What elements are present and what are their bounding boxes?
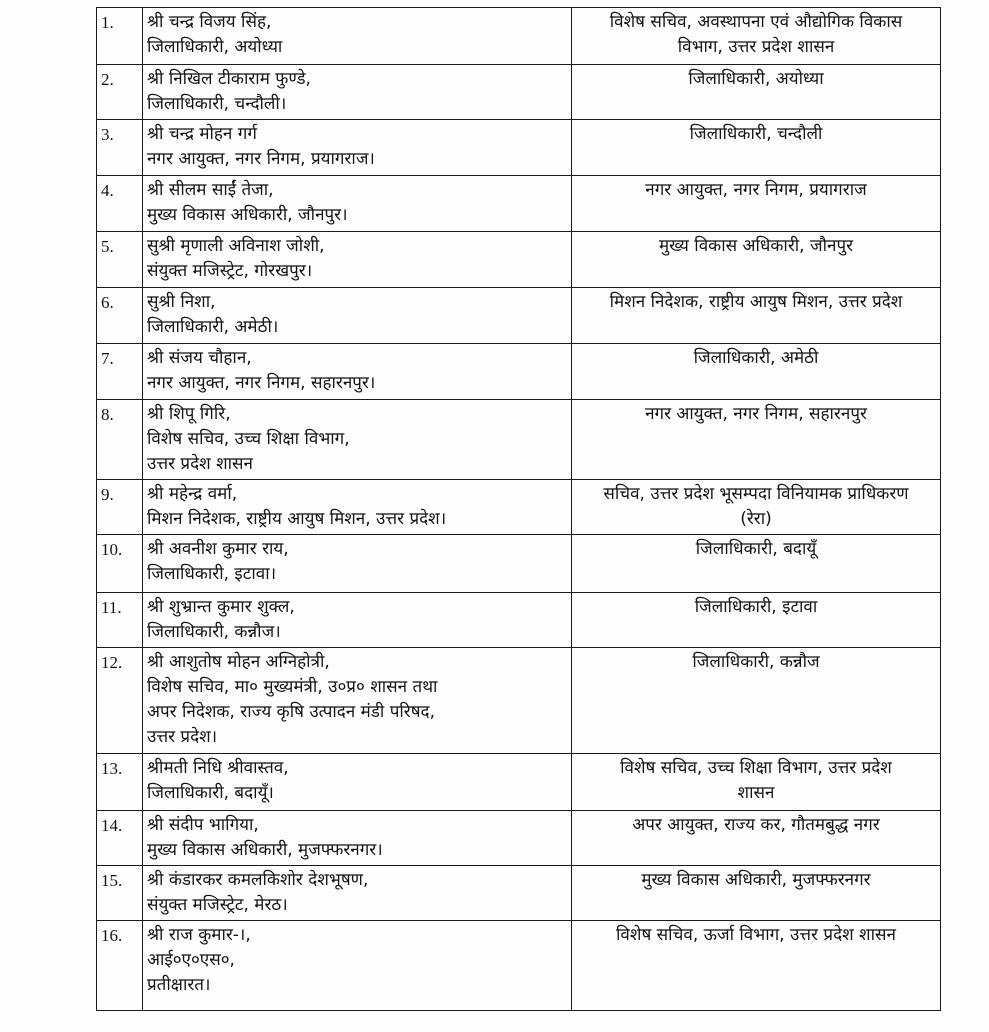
- officer-current-posting: [143, 648, 572, 754]
- new-posting: [572, 400, 941, 480]
- new-posting-text-line: सचिव, उत्तर प्रदेश भूसम्पदा विनियामक प्राधिकरण: [603, 484, 909, 504]
- serial-number: 10.: [97, 535, 143, 593]
- new-posting: [572, 535, 941, 593]
- table-row: [97, 65, 941, 120]
- officer-text-line: श्री राज कुमार-।,: [147, 925, 251, 945]
- serial-number: 11.: [97, 593, 143, 648]
- officer-text-line: नगर आयुक्त, नगर निगम, प्रयागराज।: [147, 149, 375, 169]
- officer-text-line: जिलाधिकारी, बदायूँ।: [147, 783, 274, 803]
- table-row: [97, 648, 941, 754]
- serial-number: 14.: [97, 811, 143, 866]
- officer-current-posting: [143, 593, 572, 648]
- new-posting: [572, 232, 941, 288]
- new-posting-text-line: मिशन निदेशक, राष्ट्रीय आयुष मिशन, उत्तर प्रदेश: [609, 292, 903, 312]
- officer-text-line: श्री चन्द्र मोहन गर्ग: [147, 124, 257, 144]
- new-posting: [572, 120, 941, 176]
- table-row: [97, 811, 941, 866]
- new-posting-text-line: विशेष सचिव, अवस्थापना एवं औद्योगिक विकास: [609, 12, 903, 32]
- officer-text-line: श्री सीलम साईं तेजा,: [147, 180, 274, 200]
- new-posting: [572, 480, 941, 535]
- new-posting-text-line: (रेरा): [740, 509, 772, 529]
- officer-current-posting: [143, 232, 572, 288]
- table-row: [97, 232, 941, 288]
- table-row: [97, 400, 941, 480]
- officer-text-line: श्री अवनीश कुमार राय,: [147, 539, 289, 559]
- officer-text-line: सुश्री मृणाली अविनाश जोशी,: [147, 236, 325, 256]
- officer-text-line: जिलाधिकारी, कन्नौज।: [147, 622, 281, 642]
- officer-text-line: आई०ए०एस०,: [147, 950, 235, 970]
- officer-current-posting: [143, 400, 572, 480]
- new-posting-text-line: नगर आयुक्त, नगर निगम, सहारनपुर: [645, 404, 867, 424]
- serial-number: 4.: [97, 176, 143, 232]
- new-posting-text-line: नगर आयुक्त, नगर निगम, प्रयागराज: [645, 180, 867, 200]
- new-posting-text-line: विशेष सचिव, उच्च शिक्षा विभाग, उत्तर प्रदेश: [620, 758, 892, 778]
- table-row: [97, 288, 941, 344]
- serial-number: 9.: [97, 480, 143, 535]
- new-posting-text-line: मुख्य विकास अधिकारी, मुजफ्फरनगर: [641, 870, 871, 890]
- transfer-list-body: [97, 8, 941, 1011]
- transfer-list-table: [96, 7, 941, 1011]
- table-row: [97, 866, 941, 921]
- table-row: [97, 176, 941, 232]
- officer-text-line: श्री शिपू गिरि,: [147, 404, 231, 424]
- new-posting-text-line: विशेष सचिव, ऊर्जा विभाग, उत्तर प्रदेश शासन: [616, 925, 896, 945]
- serial-number: 12.: [97, 648, 143, 754]
- table-row: [97, 535, 941, 593]
- officer-text-line: श्री महेन्द्र वर्मा,: [147, 484, 238, 504]
- officer-current-posting: [143, 288, 572, 344]
- table-row: [97, 754, 941, 811]
- new-posting: [572, 65, 941, 120]
- new-posting: [572, 288, 941, 344]
- officer-text-line: श्रीमती निधि श्रीवास्तव,: [147, 758, 289, 778]
- serial-number: 5.: [97, 232, 143, 288]
- officer-text-line: प्रतीक्षारत।: [147, 975, 211, 995]
- officer-text-line: मुख्य विकास अधिकारी, जौनपुर।: [147, 205, 348, 225]
- officer-current-posting: [143, 535, 572, 593]
- officer-current-posting: [143, 65, 572, 120]
- new-posting: [572, 921, 941, 1011]
- new-posting: [572, 648, 941, 754]
- table-row: [97, 480, 941, 535]
- officer-text-line: श्री शुभ्रान्त कुमार शुक्ल,: [147, 597, 295, 617]
- officer-current-posting: [143, 921, 572, 1011]
- officer-text-line: मुख्य विकास अधिकारी, मुजफ्फरनगर।: [147, 840, 383, 860]
- officer-text-line: अपर निदेशक, राज्य कृषि उत्पादन मंडी परिषद,: [147, 702, 435, 722]
- new-posting: [572, 593, 941, 648]
- officer-text-line: संयुक्त मजिस्ट्रेट, मेरठ।: [147, 895, 288, 915]
- new-posting-text-line: मुख्य विकास अधिकारी, जौनपुर: [658, 236, 854, 256]
- officer-text-line: उत्तर प्रदेश।: [147, 727, 218, 747]
- serial-number: 16.: [97, 921, 143, 1011]
- table-row: [97, 344, 941, 400]
- officer-current-posting: [143, 480, 572, 535]
- serial-number: 13.: [97, 754, 143, 811]
- officer-current-posting: [143, 120, 572, 176]
- serial-number: 15.: [97, 866, 143, 921]
- officer-current-posting: [143, 344, 572, 400]
- officer-current-posting: [143, 811, 572, 866]
- new-posting-text-line: जिलाधिकारी, अमेठी: [693, 348, 819, 368]
- table-row: [97, 921, 941, 1011]
- officer-text-line: मिशन निदेशक, राष्ट्रीय आयुष मिशन, उत्तर प्रदेश।: [147, 509, 447, 529]
- officer-current-posting: [143, 866, 572, 921]
- officer-text-line: उत्तर प्रदेश शासन: [147, 454, 253, 474]
- officer-text-line: जिलाधिकारी, अयोध्या: [147, 37, 283, 57]
- officer-current-posting: [143, 176, 572, 232]
- officer-text-line: जिलाधिकारी, चन्दौली।: [147, 94, 287, 114]
- new-posting: [572, 344, 941, 400]
- new-posting-text-line: शासन: [737, 783, 775, 803]
- new-posting-text-line: जिलाधिकारी, बदायूँ: [695, 539, 817, 559]
- new-posting: [572, 754, 941, 811]
- serial-number: 1.: [97, 8, 143, 65]
- officer-text-line: संयुक्त मजिस्ट्रेट, गोरखपुर।: [147, 261, 313, 281]
- new-posting: [572, 866, 941, 921]
- serial-number: 3.: [97, 120, 143, 176]
- officer-text-line: विशेष सचिव, मा० मुख्यमंत्री, उ०प्र० शासन तथा: [147, 677, 438, 697]
- officer-text-line: सुश्री निशा,: [147, 292, 216, 312]
- serial-number: 7.: [97, 344, 143, 400]
- officer-text-line: श्री आशुतोष मोहन अग्निहोत्री,: [147, 652, 330, 672]
- new-posting-text-line: जिलाधिकारी, इटावा: [694, 597, 818, 617]
- new-posting-text-line: जिलाधिकारी, अयोध्या: [688, 69, 824, 89]
- officer-text-line: श्री संदीप भागिया,: [147, 815, 259, 835]
- officer-text-line: श्री कंडारकर कमलकिशोर देशभूषण,: [147, 870, 369, 890]
- new-posting: [572, 8, 941, 65]
- officer-text-line: श्री संजय चौहान,: [147, 348, 252, 368]
- table-row: [97, 120, 941, 176]
- serial-number: 2.: [97, 65, 143, 120]
- officer-text-line: विशेष सचिव, उच्च शिक्षा विभाग,: [147, 429, 350, 449]
- serial-number: 8.: [97, 400, 143, 480]
- officer-text-line: श्री निखिल टीकाराम फुण्डे,: [147, 69, 311, 89]
- new-posting: [572, 176, 941, 232]
- table-row: [97, 8, 941, 65]
- officer-text-line: नगर आयुक्त, नगर निगम, सहारनपुर।: [147, 373, 376, 393]
- officer-text-line: श्री चन्द्र विजय सिंह,: [147, 12, 272, 32]
- officer-current-posting: [143, 754, 572, 811]
- new-posting-text-line: जिलाधिकारी, चन्दौली: [689, 124, 823, 144]
- new-posting-text-line: विभाग, उत्तर प्रदेश शासन: [677, 37, 835, 57]
- serial-number: 6.: [97, 288, 143, 344]
- officer-current-posting: [143, 8, 572, 65]
- table-row: [97, 593, 941, 648]
- new-posting: [572, 811, 941, 866]
- new-posting-text-line: जिलाधिकारी, कन्नौज: [692, 652, 820, 672]
- officer-text-line: जिलाधिकारी, अमेठी।: [147, 317, 279, 337]
- new-posting-text-line: अपर आयुक्त, राज्य कर, गौतमबुद्ध नगर: [632, 815, 880, 835]
- officer-text-line: जिलाधिकारी, इटावा।: [147, 564, 277, 584]
